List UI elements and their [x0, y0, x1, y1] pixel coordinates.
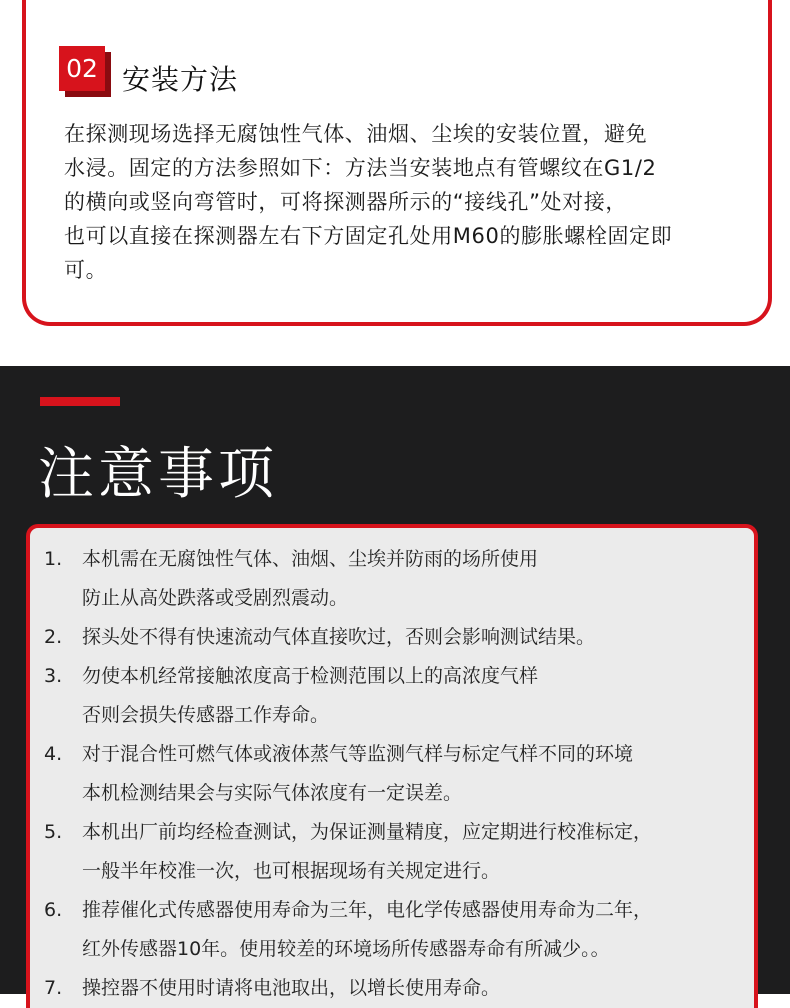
notice-line: 本机出厂前均经检查测试，为保证测量精度，应定期进行校准标定， — [82, 821, 653, 843]
notice-title: 注意事项 — [38, 442, 278, 507]
notice-item — [30, 735, 754, 813]
step-badge: 02 — [59, 46, 105, 91]
notice-line: 对于混合性可燃气体或液体蒸气等监测气样与标定气样不同的环境 — [82, 743, 634, 765]
notice-list — [30, 540, 754, 1008]
notice-number: 7. — [44, 977, 63, 999]
notice-item — [30, 618, 754, 657]
notice-item — [30, 657, 754, 735]
notice-line: 操控器不使用时请将电池取出，以增长使用寿命。 — [82, 977, 501, 999]
install-text-line: 也可以直接在探测器左右下方固定孔处用M60的膨胀螺栓固定即 — [64, 224, 673, 248]
notice-line: 本机检测结果会与实际气体浓度有一定误差。 — [82, 782, 463, 804]
notice-line: 勿使本机经常接触浓度高于检测范围以上的高浓度气样 — [82, 665, 539, 687]
notice-line: 否则会损失传感器工作寿命。 — [82, 704, 330, 726]
notice-line: 防止从高处跌落或受剧烈震动。 — [82, 587, 349, 609]
notice-line: 推荐催化式传感器使用寿命为三年，电化学传感器使用寿命为二年， — [82, 899, 653, 921]
install-text-line: 水浸。固定的方法参照如下：方法当安装地点有管螺纹在G1/2 — [64, 156, 657, 180]
notice-line: 红外传感器10年。使用较差的环境场所传感器寿命有所减少。。 — [82, 938, 610, 960]
notice-number: 2. — [44, 626, 63, 648]
notice-line: 本机需在无腐蚀性气体、油烟、尘埃并防雨的场所使用 — [82, 548, 539, 570]
notice-item — [30, 891, 754, 969]
notice-number: 6. — [44, 899, 63, 921]
notice-line: 探头处不得有快速流动气体直接吹过，否则会影响测试结果。 — [82, 626, 596, 648]
notice-item — [30, 540, 754, 618]
notice-item — [30, 813, 754, 891]
notice-card — [26, 524, 758, 1008]
accent-bar — [40, 397, 120, 406]
install-title: 安装方法 — [122, 63, 239, 96]
notice-number: 5. — [44, 821, 63, 843]
install-section — [0, 0, 790, 366]
install-text-line: 的横向或竖向弯管时，可将探测器所示的“接线孔”处对接， — [64, 190, 627, 214]
install-text-line: 在探测现场选择无腐蚀性气体、油烟、尘埃的安装位置，避免 — [64, 122, 648, 146]
notice-number: 3. — [44, 665, 63, 687]
install-text-line: 可。 — [64, 258, 108, 282]
notice-number: 1. — [44, 548, 63, 570]
notice-number: 4. — [44, 743, 63, 765]
notice-section — [0, 366, 790, 999]
install-text — [64, 117, 764, 287]
notice-line: 一般半年校准一次，也可根据现场有关规定进行。 — [82, 860, 501, 882]
notice-item — [30, 969, 754, 1008]
